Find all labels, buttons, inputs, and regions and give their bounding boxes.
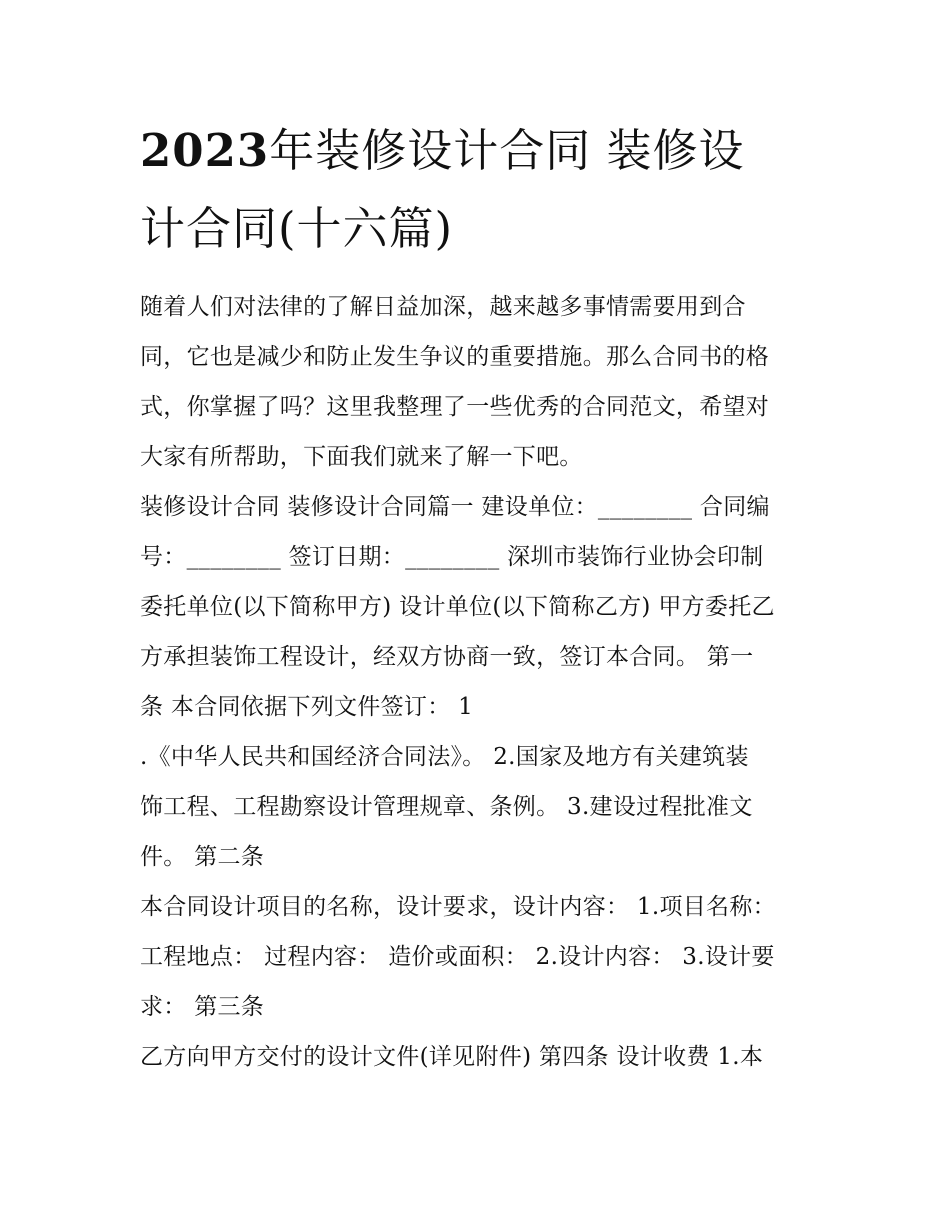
paragraph-line: 乙方向甲方交付的设计文件(详见附件) 第四条 设计收费 1.本 xyxy=(140,1044,764,1070)
title-year: 2023 xyxy=(140,124,270,177)
paragraph-line: 方承担装饰工程设计，经双方协商一致，签订本合同。 第一 xyxy=(140,644,754,670)
body-paragraph xyxy=(140,732,820,882)
body-paragraph xyxy=(140,1032,820,1082)
paragraph-line: 同，它也是减少和防止发生争议的重要措施。那么合同书的格 xyxy=(140,344,770,370)
paragraph-line: 装修设计合同 装修设计合同篇一 建设单位：________ 合同编 xyxy=(140,494,770,520)
body-paragraph xyxy=(140,282,820,482)
paragraph-line: .《中华人民共和国经济合同法》。 2.国家及地方有关建筑装 xyxy=(140,744,749,770)
paragraph-line: 工程地点： 过程内容： 造价或面积： 2.设计内容： 3.设计要 xyxy=(140,944,775,970)
paragraph-line: 随着人们对法律的了解日益加深，越来越多事情需要用到合 xyxy=(140,294,746,320)
paragraph-line: 委托单位(以下简称甲方) 设计单位(以下简称乙方) 甲方委托乙 xyxy=(140,594,775,620)
paragraph-line: 件。 第二条 xyxy=(140,844,265,870)
body-paragraph xyxy=(140,882,820,1032)
paragraph-line: 本合同设计项目的名称，设计要求，设计内容： 1.项目名称： xyxy=(140,894,776,920)
title-line2: 计合同(十六篇) xyxy=(140,202,454,255)
paragraph-line: 饰工程、工程勘察设计管理规章、条例。 3.建设过程批准文 xyxy=(140,794,753,820)
paragraph-line: 号：________ 签订日期：________ 深圳市装饰行业协会印制 xyxy=(140,544,764,570)
paragraph-line: 条 本合同依据下列文件签订： 1 xyxy=(140,694,474,720)
body-paragraph xyxy=(140,482,820,732)
paragraph-line: 大家有所帮助，下面我们就来了解一下吧。 xyxy=(140,444,583,470)
paragraph-line: 求： 第三条 xyxy=(140,994,265,1020)
title-line1-rest: 年装修设计合同 装修设 xyxy=(269,124,745,177)
document-title xyxy=(140,112,820,268)
paragraph-line: 式，你掌握了吗？这里我整理了一些优秀的合同范文，希望对 xyxy=(140,394,770,420)
document-body xyxy=(140,282,820,1082)
document-page xyxy=(140,112,820,1082)
